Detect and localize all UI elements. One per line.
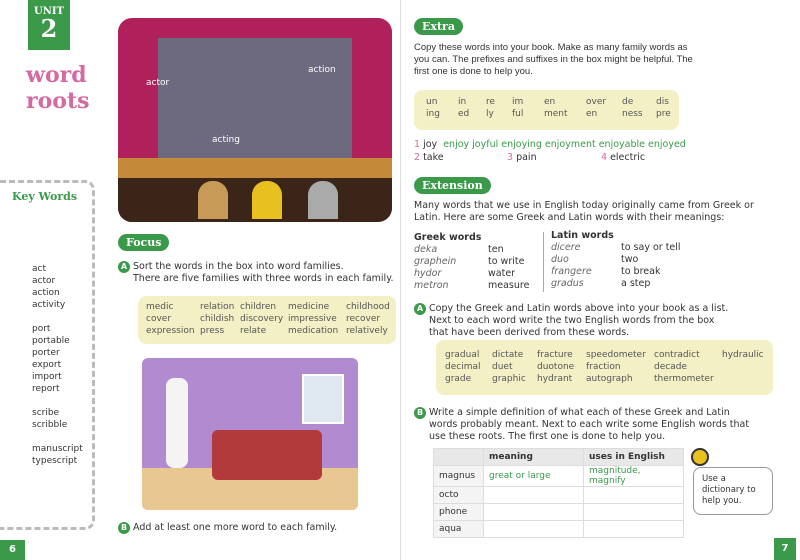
table-header <box>434 449 484 466</box>
marker-a: A <box>118 261 130 273</box>
derived-word: autograph <box>586 374 633 384</box>
table-cell: great or large <box>484 466 584 487</box>
affix-item: ed <box>458 109 470 119</box>
word-item: childhood <box>346 302 390 312</box>
greek-word: metron <box>414 280 449 291</box>
affix-item: de <box>622 97 634 107</box>
derived-word: contradict <box>654 350 700 360</box>
key-word: scribble <box>32 420 68 430</box>
stage-illustration <box>118 18 392 222</box>
extra-badge: Extra <box>414 18 463 35</box>
unit-number: 2 <box>40 14 58 43</box>
unit-label: UNIT <box>34 6 64 17</box>
affix-item: pre <box>656 109 671 119</box>
derived-word: duotone <box>537 362 575 372</box>
instruction-text: Write a simple definition of what each of these Greek and Latin words probably meant. Next to each write some English words that use these roots. The first one is done to help you. <box>429 407 750 442</box>
item-word: electric <box>610 152 646 163</box>
affix-item: ing <box>426 109 440 119</box>
key-words-heading: Key Words <box>12 190 78 203</box>
word-item: medication <box>288 326 339 336</box>
word-meaning: ten <box>488 244 504 255</box>
table-cell: phone <box>434 504 484 521</box>
label-actor: actor <box>146 78 170 88</box>
derived-word <box>722 373 772 385</box>
affix-item: re <box>486 97 496 107</box>
greek-heading: Greek words <box>414 232 482 243</box>
table-row <box>434 504 684 521</box>
tip-bubble: Use a dictionary to help you. <box>693 467 773 515</box>
right-page <box>400 0 800 560</box>
instruction-line: There are five families with three words in each family. <box>133 273 394 284</box>
word-item: medicine <box>288 302 330 312</box>
title-line: word <box>26 62 87 88</box>
table-row <box>434 521 684 538</box>
title-line: roots <box>26 88 90 114</box>
focus-word-box <box>138 296 396 344</box>
latin-heading: Latin words <box>551 230 614 241</box>
table-row <box>434 487 684 504</box>
focus-a-instruction <box>118 261 393 285</box>
word-item: expression <box>146 326 195 336</box>
key-words-box <box>0 180 95 530</box>
word-meaning: measure <box>488 280 530 291</box>
affix-item: ful <box>512 109 524 119</box>
word-meaning: to break <box>621 266 661 277</box>
greek-word: graphein <box>414 256 457 267</box>
derived-word-box <box>436 340 773 395</box>
instruction-line: Sort the words in the box into word families. <box>133 261 344 272</box>
affix-item: in <box>458 97 467 107</box>
extension-badge: Extension <box>414 177 491 194</box>
latin-word: gradus <box>551 278 584 289</box>
label-acting: acting <box>212 135 240 145</box>
affix-box <box>414 90 679 130</box>
item-answers: enjoy joyful enjoying enjoyment enjoyable enjoyed <box>443 139 686 150</box>
extension-a-instruction <box>414 303 734 339</box>
table-cell <box>584 521 684 538</box>
marker-b: B <box>414 407 426 419</box>
latin-word: duo <box>551 254 569 265</box>
key-word: act <box>32 264 46 274</box>
key-word: report <box>32 384 60 394</box>
page-number: 6 <box>0 540 25 560</box>
word-item: cover <box>146 314 172 324</box>
word-meaning: to say or tell <box>621 242 681 253</box>
key-word: porter <box>32 348 60 358</box>
greek-words <box>414 232 544 292</box>
table-row <box>434 466 684 487</box>
latin-word: dicere <box>551 242 581 253</box>
unit-tab <box>28 0 70 50</box>
affix-item: over <box>586 97 607 107</box>
table-cell: magnitude, magnify <box>584 466 684 487</box>
key-word: action <box>32 288 60 298</box>
label-action: action <box>308 65 336 75</box>
table-cell: aqua <box>434 521 484 538</box>
table-header: meaning <box>484 449 584 466</box>
word-item: press <box>200 326 225 336</box>
derived-word: graphic <box>492 374 526 384</box>
derived-word <box>722 361 772 373</box>
marker-b: B <box>118 522 130 534</box>
word-item: recover <box>346 314 381 324</box>
extension-text: Many words that we use in English today originally came from Greek or Latin. Here are some Greek and Latin words with their meanings: <box>414 200 754 223</box>
left-page <box>0 0 398 560</box>
table-cell <box>484 521 584 538</box>
word-item: medic <box>146 302 174 312</box>
word-item: discovery <box>240 314 284 324</box>
key-word: portable <box>32 336 70 346</box>
table-cell <box>484 504 584 521</box>
item-number: 2 <box>414 152 421 163</box>
affix-item: im <box>512 97 524 107</box>
greek-word: deka <box>414 244 438 255</box>
affix-item: ly <box>486 109 494 119</box>
unit-title <box>26 62 90 114</box>
table-header: uses in English <box>584 449 684 466</box>
word-item: children <box>240 302 277 312</box>
item-word: pain <box>516 152 537 163</box>
key-word: activity <box>32 300 66 310</box>
derived-word: hydraulic <box>722 350 764 360</box>
word-item: relatively <box>346 326 388 336</box>
table-cell: octo <box>434 487 484 504</box>
key-word: typescript <box>32 456 78 466</box>
table-cell: magnus <box>434 466 484 487</box>
bee-icon <box>691 448 709 466</box>
affix-item: un <box>426 97 438 107</box>
word-item: relation <box>200 302 235 312</box>
focus-badge: Focus <box>118 234 169 251</box>
derived-word: dictate <box>492 350 524 360</box>
table-cell <box>484 487 584 504</box>
page-number: 7 <box>774 538 796 560</box>
latin-word: frangere <box>551 266 592 277</box>
word-item: impressive <box>288 314 337 324</box>
item-number: 3 <box>507 152 514 163</box>
word-meaning: a step <box>621 278 651 289</box>
derived-word: speedometer <box>586 350 646 360</box>
marker-a: A <box>414 303 426 315</box>
key-word: export <box>32 360 62 370</box>
affix-item: ness <box>622 109 643 119</box>
latin-words <box>551 230 691 290</box>
family-illustration <box>142 358 358 510</box>
table-cell <box>584 487 684 504</box>
focus-b-instruction <box>118 522 337 534</box>
derived-word: fraction <box>586 362 621 372</box>
word-item: childish <box>200 314 235 324</box>
derived-word: gradual <box>445 350 480 360</box>
roots-table <box>433 448 684 538</box>
key-word: port <box>32 324 51 334</box>
instruction-text: Copy the Greek and Latin words above into your book as a list. Next to each word write the two English words from the box that have been derived from these words. <box>429 303 729 338</box>
word-meaning: two <box>621 254 639 265</box>
derived-word: fracture <box>537 350 573 360</box>
key-word: manuscript <box>32 444 83 454</box>
table-cell <box>584 504 684 521</box>
affix-item: en <box>586 109 598 119</box>
derived-word: grade <box>445 374 472 384</box>
derived-word: hydrant <box>537 374 573 384</box>
extra-items <box>414 138 794 164</box>
word-meaning: water <box>488 268 516 279</box>
word-meaning: to write <box>488 256 525 267</box>
affix-item: en <box>544 97 556 107</box>
derived-word: duet <box>492 362 513 372</box>
key-word: scribe <box>32 408 60 418</box>
extension-b-instruction <box>414 407 759 443</box>
derived-word: decade <box>654 362 687 372</box>
instruction-text: Add at least one more word to each family. <box>133 522 338 533</box>
item-number: 4 <box>601 152 608 163</box>
key-word: import <box>32 372 62 382</box>
greek-word: hydor <box>414 268 442 279</box>
item-word: take <box>423 152 444 163</box>
derived-word: decimal <box>445 362 481 372</box>
item-number: 1 <box>414 139 421 150</box>
extra-text: Copy these words into your book. Make as many family words as you can. The prefixes and suffixes in the box might be helpful. The first one is done to help you. <box>414 42 693 77</box>
key-word: actor <box>32 276 56 286</box>
affix-item: dis <box>656 97 669 107</box>
affix-item: ment <box>544 109 568 119</box>
derived-word: thermometer <box>654 374 714 384</box>
item-word: joy <box>423 139 438 150</box>
word-item: relate <box>240 326 267 336</box>
